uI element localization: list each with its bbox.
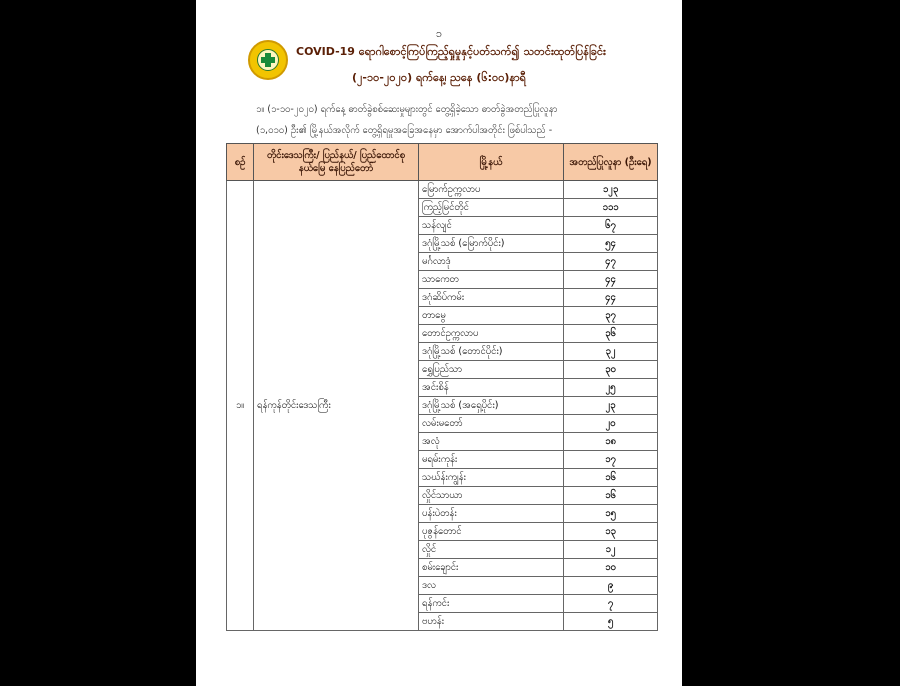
cell-township: တာမွေ xyxy=(419,307,564,325)
cell-township: သဃ်န်းကျွန်း xyxy=(419,469,564,487)
cell-cases: ၃၇ xyxy=(564,307,658,325)
table-row xyxy=(227,181,658,199)
cell-township: သန်လျင် xyxy=(419,217,564,235)
table-body xyxy=(227,181,658,631)
cell-township: ဒဂုံမြို့သစ် (မြောက်ပိုင်း) xyxy=(419,235,564,253)
cell-township: မရမ်းကုန်း xyxy=(419,451,564,469)
cell-township: ဒဂုံမြို့သစ် (အရှေ့ပိုင်း) xyxy=(419,397,564,415)
cell-township: လှိုင် xyxy=(419,541,564,559)
cell-cases: ၁၈ xyxy=(564,433,658,451)
cell-cases: ၂၅ xyxy=(564,379,658,397)
cell-cases: ၄၄ xyxy=(564,289,658,307)
document-page xyxy=(196,0,682,686)
cell-cases: ၁၆ xyxy=(564,487,658,505)
cell-township: အင်းစိန် xyxy=(419,379,564,397)
cases-table xyxy=(226,143,658,631)
cell-cases: ၉ xyxy=(564,577,658,595)
cell-township: ပုဇွန်တောင် xyxy=(419,523,564,541)
cell-cases: ၁၀ xyxy=(564,559,658,577)
cell-cases: ၂၀ xyxy=(564,415,658,433)
header-township: မြို့နယ် xyxy=(419,144,564,181)
logo-cross-horizontal xyxy=(261,57,275,63)
cell-cases: ၁၂၃ xyxy=(564,181,658,199)
header-region: တိုင်းဒေသကြီး/ ပြည်နယ်/ ပြည်ထောင်စုနယ်မြေ နေပြည်တော် xyxy=(254,144,419,181)
cell-township: ဒလ xyxy=(419,577,564,595)
cell-cases: ၁၆ xyxy=(564,469,658,487)
cell-cases: ၃၂ xyxy=(564,343,658,361)
cell-township: ဒဂုံမြို့သစ် (တောင်ပိုင်း) xyxy=(419,343,564,361)
cell-township: အလုံ xyxy=(419,433,564,451)
cell-cases: ၄၇ xyxy=(564,253,658,271)
document-title: COVID-19 ရောဂါစောင့်ကြပ်ကြည့်ရှုမှုနှင့်ပတ်သက်၍ သတင်းထုတ်ပြန်ခြင်း xyxy=(296,45,606,58)
cell-township: မင်္ဂလာဒုံ xyxy=(419,253,564,271)
cell-township: တောင်ဥက္ကလာပ xyxy=(419,325,564,343)
cell-cases: ၃၀ xyxy=(564,361,658,379)
cell-cases: ၄၄ xyxy=(564,271,658,289)
cell-cases: ၅ xyxy=(564,613,658,631)
header-cases: အတည်ပြုလူနာ (ဦးရေ) xyxy=(564,144,658,181)
document-subtitle: (၂-၁၀-၂၀၂၀) ရက်နေ့၊ ညနေ (၆:၀၀)နာရီ xyxy=(352,71,526,84)
cell-cases: ၁၁၁ xyxy=(564,199,658,217)
cell-cases: ၁၃ xyxy=(564,523,658,541)
cell-cases: ၁၇ xyxy=(564,451,658,469)
cell-township: ရန်ကင်း xyxy=(419,595,564,613)
header-sr: စဉ် xyxy=(227,144,254,181)
cell-cases: ၆၇ xyxy=(564,217,658,235)
cell-sr: ၁။ xyxy=(227,181,254,631)
cell-cases: ၅၄ xyxy=(564,235,658,253)
cell-township: လမ်းမတော် xyxy=(419,415,564,433)
cell-township: ဒဂုံဆိပ်ကမ်း xyxy=(419,289,564,307)
cell-township: ကြည့်မြင်တိုင် xyxy=(419,199,564,217)
page-number: ၁ xyxy=(435,27,443,40)
cell-township: ပန်းပဲတန်း xyxy=(419,505,564,523)
cell-township: ရွှေပြည်သာ xyxy=(419,361,564,379)
cell-township: ဗဟန်း xyxy=(419,613,564,631)
cell-township: သာကေတ xyxy=(419,271,564,289)
table-header-row xyxy=(227,144,658,181)
cell-township: စမ်းချောင်း xyxy=(419,559,564,577)
cell-cases: ၇ xyxy=(564,595,658,613)
cell-cases: ၁၂ xyxy=(564,541,658,559)
intro-paragraph xyxy=(256,99,666,141)
cell-township: မြောက်ဥက္ကလာပ xyxy=(419,181,564,199)
cell-cases: ၃၆ xyxy=(564,325,658,343)
intro-line-1: ၁။ (၁-၁၀-၂၀၂၀) ရက်နေ့ ဓာတ်ခွဲစစ်ဆေးမှုများတွင် တွေ့ရှိခဲ့သော ဓာတ်ခွဲအတည်ပြုလူနာ xyxy=(256,104,558,115)
cell-township: လှိုင်သာယာ xyxy=(419,487,564,505)
cell-region: ရန်ကုန်တိုင်းဒေသကြီး xyxy=(254,181,419,631)
cell-cases: ၁၅ xyxy=(564,505,658,523)
intro-line-2: (၁,၀၁၀) ဦး၏ မြို့နယ်အလိုက် တွေ့ရှိရမှုအခြေအနေမှာ အောက်ပါအတိုင်း ဖြစ်ပါသည် - xyxy=(256,125,553,136)
cell-cases: ၂၃ xyxy=(564,397,658,415)
